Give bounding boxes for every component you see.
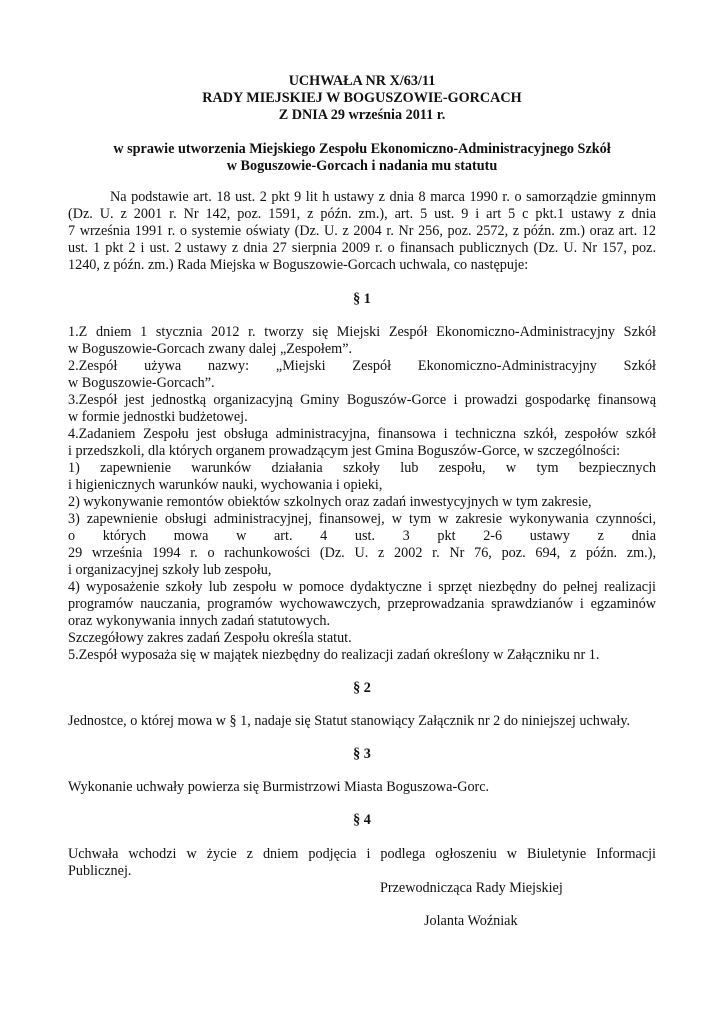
- preamble-line: Na podstawie art. 18 ust. 2 pkt 9 lit h ustawy z dnia 8 marca 1990 r. o samorządzie gminnym: [110, 189, 656, 205]
- section-4-line: Uchwała wchodzi w życie z dniem podjęcia i podlega ogłoszeniu w Biuletynie Informacji: [68, 846, 656, 862]
- council-name: RADY MIEJSKIEJ W BOGUSZOWIE-GORCACH: [202, 90, 522, 106]
- section-1-line: 4) wyposażenie szkoły lub zespołu w pomoce dydaktyczne i sprzęt niezbędny do pełnej realizacji: [68, 579, 656, 595]
- section-3-line: Wykonanie uchwały powierza się Burmistrzowi Miasta Boguszowa-Gorc.: [68, 779, 490, 795]
- section-1-line: 3) zapewnienie obsługi administracyjnej, finansowej, w tym w zakresie wykonywania czynności,: [68, 511, 656, 527]
- section-1-line: i przedszkoli, dla których organem prowadzącym jest Gmina Boguszów-Gorce, w szczególności:: [68, 443, 621, 459]
- section-heading-4: § 4: [353, 812, 371, 828]
- preamble-line: 7 września 1991 r. o systemie oświaty (Dz. U. z 2004 r. Nr 256, poz. 2572, z późn. zm.) oraz art. 12: [68, 223, 656, 239]
- preamble-line: ust. 1 pkt 2 i ust. 2 ustawy z dnia 27 sierpnia 2009 r. o finansach publicznych (Dz. U. Nr 157, poz.: [68, 240, 656, 256]
- section-1-line: 1.Z dniem 1 stycznia 2012 r. tworzy się Miejski Zespół Ekonomiczno-Administracyjny Szkół: [68, 324, 656, 340]
- section-1-line: 5.Zespół wyposaża się w majątek niezbędny do realizacji zadań określony w Załączniku nr 1.: [68, 647, 600, 663]
- section-1-line: 29 września 1994 r. o rachunkowości (Dz. U. z 2002 r. Nr 76, poz. 694, z późn. zm.),: [68, 545, 656, 561]
- section-1-line: oraz wykonywania innych zadań statutowych.: [68, 613, 330, 629]
- section-1-line: 1) zapewnienie warunków działania szkoły lub zespołu, w tym bezpiecznych: [68, 460, 656, 476]
- section-1-line: 2) wykonywanie remontów obiektów szkolnych oraz zadań inwestycyjnych w tym zakresie,: [68, 494, 592, 510]
- section-1-line: programów nauczania, programów wychowawczych, przeprowadzania sprawdzianów i egzaminów: [68, 596, 656, 612]
- signature-title: Przewodnicząca Rady Miejskiej: [380, 880, 563, 896]
- section-1-line: i higienicznych warunków nauki, wychowania i opieki,: [68, 477, 383, 493]
- signature-name: Jolanta Woźniak: [424, 913, 518, 929]
- subject-line-1: w sprawie utworzenia Miejskiego Zespołu Ekonomiczno-Administracyjnego Szkół: [113, 141, 611, 157]
- section-heading-1: § 1: [353, 291, 371, 307]
- section-heading-2: § 2: [353, 680, 371, 696]
- resolution-date: Z DNIA 29 września 2011 r.: [278, 107, 446, 123]
- section-1-line: w Boguszowie-Gorcach”.: [68, 375, 215, 391]
- resolution-number: UCHWAŁA NR X/63/11: [288, 73, 436, 89]
- section-2-line: Jednostce, o której mowa w § 1, nadaje się Statut stanowiący Załącznik nr 2 do niniejszej uchwały.: [68, 713, 631, 729]
- section-4-line: Publicznej.: [68, 863, 132, 879]
- subject-line-2: w Boguszowie-Gorcach i nadania mu statutu: [226, 158, 498, 174]
- section-1-line: 2.Zespół używa nazwy: „Miejski Zespół Ekonomiczno-Administracyjny Szkół: [68, 358, 656, 374]
- section-1-line: 4.Zadaniem Zespołu jest obsługa administracyjna, finansowa i techniczna szkół, zespołów szkół: [68, 426, 656, 442]
- section-1-line: o których mowa w art. 4 ust. 3 pkt 2-6 ustawy z dnia: [68, 528, 656, 544]
- preamble-line: 1240, z późn. zm.) Rada Miejska w Boguszowie-Gorcach uchwala, co następuje:: [68, 257, 529, 273]
- section-1-line: w formie jednostki budżetowej.: [68, 409, 248, 425]
- section-1-line: w Boguszowie-Gorcach zwany dalej „Zespołem”.: [68, 341, 353, 357]
- section-heading-3: § 3: [353, 746, 371, 762]
- preamble-line: (Dz. U. z 2001 r. Nr 142, poz. 1591, z późn. zm.), art. 5 ust. 9 i art 5 c pkt.1 ustawy z dnia: [68, 206, 656, 222]
- section-1-line: Szczegółowy zakres zadań Zespołu określa statut.: [68, 630, 352, 646]
- section-1-line: i organizacyjnej szkoły lub zespołu,: [68, 562, 272, 578]
- section-1-line: 3.Zespół jest jednostką organizacyjną Gminy Boguszów-Gorce i prowadzi gospodarkę finansową: [68, 392, 656, 408]
